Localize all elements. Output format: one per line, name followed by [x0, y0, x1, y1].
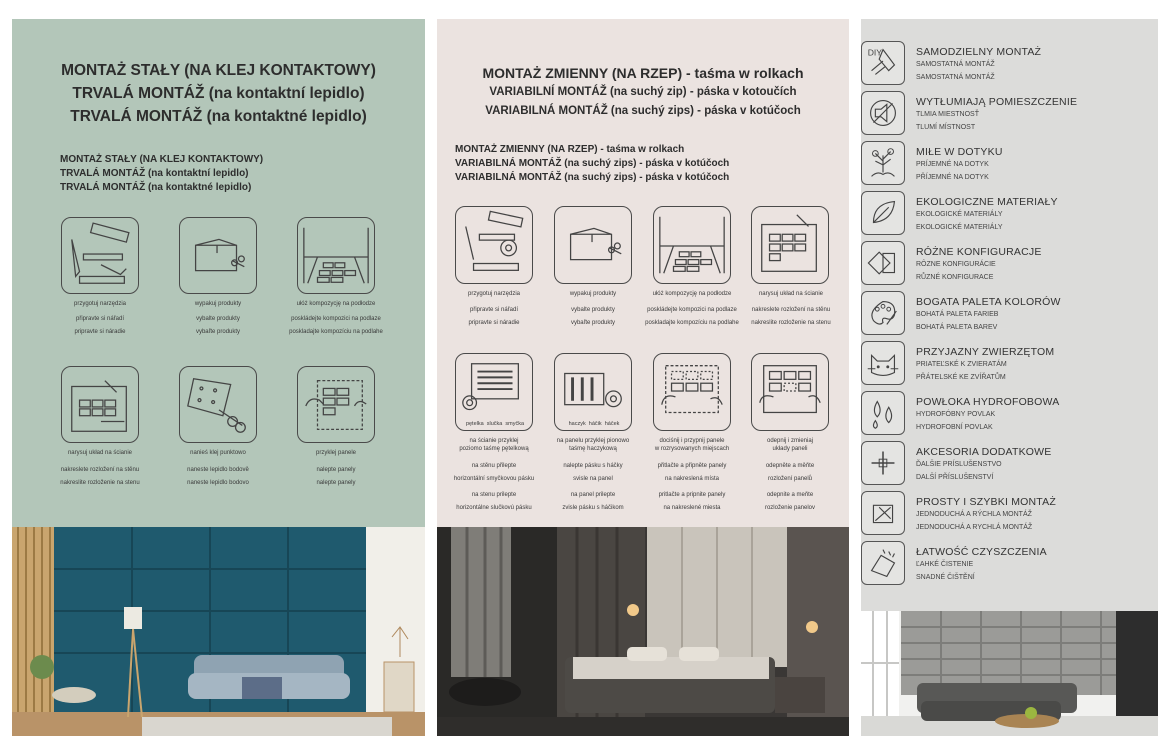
- subtitle-line: MONTAŻ ZMIENNY (NA RZEP) - taśma w rolkach: [455, 144, 685, 155]
- inner-word: háček: [604, 421, 620, 427]
- feature-item: [903, 441, 1153, 487]
- step-label: dociśnij i przypnij panele w rozrysowanych miejscach: [654, 438, 730, 452]
- wall-mark-icon: [61, 366, 139, 443]
- loop-tape-inner-label: [462, 420, 528, 428]
- feature-item: [903, 91, 1153, 137]
- step-label: przygotuj narzędzia: [467, 291, 521, 297]
- inner-word: slučka: [486, 421, 503, 427]
- step-label: wypakuj produkty: [569, 291, 617, 297]
- feature-item: [903, 291, 1153, 337]
- feature-line-cz: TLUMÍ MÍSTNOST: [916, 124, 976, 131]
- subtitle-line: TRVALÁ MONTÁŽ (na kontaktní lepidlo): [60, 168, 249, 179]
- feature-line-sk: SAMOSTATNÁ MONTÁŽ: [916, 61, 995, 68]
- feature-line-sk: PRÍJEMNÉ NA DOTYK: [916, 161, 989, 168]
- feature-line-cz: EKOLOGICKÉ MATERIÁLY: [916, 224, 1003, 231]
- step-label-cz: nalepte panely: [316, 467, 356, 473]
- feature-item: [903, 191, 1153, 237]
- variable-mount-title: [437, 64, 849, 121]
- title-line: TRVALÁ MONTÁŽ (na kontaktní lepidlo): [72, 85, 365, 102]
- feature-line-cz: RŮZNÉ KONFIGURACE: [916, 274, 994, 281]
- step-label-sk: nalepte panely: [316, 480, 356, 486]
- feature-title: PRZYJAZNY ZWIERZĘTOM: [916, 346, 1055, 358]
- step-label-sk: na panel prilepte zvisle pásku s háčikom: [562, 492, 624, 511]
- step-label: narysuj układ na ścianie: [758, 291, 824, 297]
- step-label: narysuj układ na ścianie: [67, 450, 133, 456]
- bedroom-photo: [437, 527, 849, 736]
- step-label-sk: vybaľte produkty: [570, 320, 616, 326]
- feature-item: [867, 41, 1153, 87]
- feature-item: [903, 341, 1153, 387]
- feature-title: WYTŁUMIAJĄ POMIESZCZENIE: [916, 96, 1078, 108]
- stick-panel-icon: [297, 366, 375, 443]
- feature-line-sk: ĽAHKÉ ČISTENIE: [916, 561, 974, 568]
- subtitle-line: MONTAŻ STAŁY (NA KLEJ KONTAKTOWY): [60, 154, 264, 165]
- step-label: na ścianie przyklej poziomo taśmę pętelkową: [459, 438, 529, 452]
- move-panel-icon: [751, 353, 829, 431]
- feature-title: AKCESORIA DODATKOWE: [916, 446, 1052, 458]
- feature-line-cz: HYDROFOBNÍ POVLAK: [916, 424, 993, 431]
- feature-title: ŁATWOŚĆ CZYSZCZENIA: [916, 546, 1047, 558]
- feature-title: RÓŻNE KONFIGURACJE: [916, 246, 1042, 258]
- feature-title: POWŁOKA HYDROFOBOWA: [916, 396, 1060, 408]
- fixed-mount-panel: [12, 19, 425, 736]
- step-label-cz: připravte si nářadí: [469, 307, 519, 313]
- feature-line-cz: JEDNODUCHÁ A RYCHLÁ MONTÁŽ: [916, 524, 1033, 531]
- feature-line-cz: PŘÁTELSKÉ KE ZVÍŘATŮM: [916, 374, 1006, 381]
- step-label-cz: nalepte pásku s háčky svisle na panel: [563, 463, 623, 482]
- step-label: ułóż kompozycję na podłodze: [652, 291, 732, 297]
- feature-title: BOGATA PALETA KOLORÓW: [916, 296, 1061, 308]
- title-line: VARIABILNÍ MONTÁŽ (na suchý zip) - páska v kotoučích: [489, 86, 797, 98]
- svg-text:DIY: DIY: [867, 47, 883, 58]
- grey-room-photo: [861, 611, 1158, 736]
- subtitle-line: VARIABILNÁ MONTÁŽ (na suchý zips) - páska v kotúčoch: [455, 172, 730, 183]
- feature-title: PROSTY I SZYBKI MONTAŻ: [916, 496, 1056, 508]
- feature-line-sk: RÔZNE KONFIGURÁCIE: [916, 261, 996, 268]
- step-label: przygotuj narzędzia: [73, 301, 127, 307]
- feature-item: [903, 141, 1153, 187]
- step-label-cz: poskládejte kompozici na podlaze: [291, 316, 381, 322]
- inner-word: háčik: [588, 421, 602, 427]
- feature-line-sk: EKOLOGICKÉ MATERIÁLY: [916, 211, 1003, 218]
- floor-layout-icon: [297, 217, 375, 294]
- feature-line-sk: HYDROFÓBNY POVLAK: [916, 411, 996, 418]
- step-label-sk: poskladajte kompozíciu na podlahe: [645, 320, 739, 326]
- step-label-sk: nakreslite rozloženie na stenu: [751, 320, 831, 326]
- glue-icon: [179, 366, 257, 443]
- quick-icon: [861, 491, 905, 535]
- subtitle-line: TRVALÁ MONTÁŽ (na kontaktné lepidlo): [60, 182, 252, 193]
- step-label-cz: připravte si nářadí: [75, 316, 125, 322]
- step-label-sk: nakreslite rozloženie na stenu: [60, 480, 140, 486]
- step-label-cz: nakreslete rozložení na stěnu: [751, 307, 831, 313]
- step-label: na panelu przyklej pionowo taśmę haczykową: [556, 438, 630, 452]
- hook-tape-inner-label: [561, 420, 627, 428]
- fixed-mount-title: [12, 59, 425, 128]
- inner-word: pętelka: [465, 421, 484, 427]
- feature-line-cz: BOHATÁ PALETA BAREV: [916, 324, 998, 331]
- living-room-photo: [12, 527, 425, 736]
- feature-item: [903, 541, 1153, 587]
- feature-title: SAMODZIELNY MONTAŻ: [916, 46, 1042, 58]
- subtitle-line: VARIABILNÁ MONTÁŽ (na suchý zips) - páska v kotúčoch: [455, 158, 730, 169]
- step-label-cz: odepněte a měňte rozložení panelů: [765, 463, 815, 482]
- step-label: wypakuj produkty: [194, 301, 242, 307]
- touch-tree-icon: [861, 141, 905, 185]
- hook-tape-icon: [554, 353, 632, 431]
- box-icon: [554, 206, 632, 284]
- press-panel-icon: [653, 353, 731, 431]
- step-label: ułóż kompozycję na podłodze: [296, 301, 376, 307]
- feature-line-sk: BOHATÁ PALETA FARIEB: [916, 311, 999, 318]
- step-label-sk: pripravte si náradie: [74, 329, 126, 335]
- feature-line-cz: SAMOSTATNÁ MONTÁŽ: [916, 74, 995, 81]
- step-label-cz: na stěnu přilepte horizontální smyčkovou pásku: [453, 463, 535, 482]
- cleaning-icon: [861, 541, 905, 585]
- loop-tape-icon: [455, 353, 533, 431]
- step-label-sk: na stenu prilepte horizontálne slučkovú pásku: [456, 492, 532, 511]
- leaf-icon: [861, 191, 905, 235]
- variable-mount-panel: [437, 19, 849, 736]
- step-label-cz: naneste lepidlo bodově: [187, 467, 249, 473]
- step-label-cz: přitlačte a připněte panely na nakreslená místa: [657, 463, 727, 482]
- title-line: MONTAŻ STAŁY (NA KLEJ KONTAKTOWY): [61, 62, 376, 79]
- title-line: VARIABILNÁ MONTÁŽ (na suchý zips) - páska v kotúčoch: [485, 105, 801, 117]
- wall-mark-icon: [751, 206, 829, 284]
- drops-icon: [861, 391, 905, 435]
- feature-line-cz: PŘÍJEMNÉ NA DOTYK: [916, 174, 989, 181]
- features-panel: [861, 19, 1158, 736]
- step-label: przyklej panele: [315, 450, 357, 456]
- step-label-cz: poskládejte kompozici na podlaze: [647, 307, 737, 313]
- step-label-sk: poskladajte kompozíciu na podlahe: [289, 329, 383, 335]
- feature-title: EKOLOGICZNE MATERIAŁY: [916, 196, 1058, 208]
- box-icon: [179, 217, 257, 294]
- feature-line-sk: JEDNODUCHÁ A RÝCHLA MONTÁŽ: [916, 511, 1032, 518]
- plus-icon: [861, 441, 905, 485]
- feature-line-sk: PRIATEĽSKÉ K ZVIERATÁM: [916, 361, 1007, 368]
- fixed-mount-subtitle: [60, 153, 263, 195]
- step-label-sk: odepnite a meňte rozloženie panelov: [764, 492, 816, 511]
- feature-title: MIŁE W DOTYKU: [916, 146, 1003, 158]
- feature-item: [903, 241, 1153, 287]
- title-line: TRVALÁ MONTÁŽ (na kontaktné lepidlo): [70, 108, 367, 125]
- step-label-sk: pritlačte a pripnite panely na nakreslené miesta: [658, 492, 726, 511]
- mute-icon: [861, 91, 905, 135]
- feature-item: [903, 391, 1153, 437]
- floor-layout-icon: [653, 206, 731, 284]
- title-line: MONTAŻ ZMIENNY (NA RZEP) - taśma w rolkach: [482, 65, 804, 81]
- feature-line-sk: TLMIA MIESTNOSŤ: [916, 111, 980, 118]
- tools-icon: [61, 217, 139, 294]
- feature-line-sk: ĎALŠIE PRÍSLUŠENSTVO: [916, 461, 1002, 468]
- step-label-cz: vybalte produkty: [571, 307, 615, 313]
- step-label-cz: vybalte produkty: [196, 316, 240, 322]
- diy-icon: [861, 41, 905, 85]
- feature-item: [903, 491, 1153, 537]
- cat-icon: [861, 341, 905, 385]
- feature-line-cz: DALŠÍ PŘÍSLUŠENSTVÍ: [916, 474, 994, 481]
- inner-word: smyčka: [505, 421, 525, 427]
- step-label-cz: nakreslete rozložení na stěnu: [60, 467, 140, 473]
- step-label: nanieś klej punktowo: [190, 450, 246, 456]
- palette-icon: [861, 291, 905, 335]
- step-label: odepnij i zmieniaj układy paneli: [766, 438, 814, 452]
- shapes-icon: [861, 241, 905, 285]
- feature-line-cz: SNADNÉ ČIŠTĚNÍ: [916, 574, 975, 581]
- step-label-sk: vybaľte produkty: [195, 329, 241, 335]
- step-label-sk: pripravte si náradie: [468, 320, 520, 326]
- inner-word: haczyk: [568, 421, 586, 427]
- step-label-sk: naneste lepidlo bodovo: [187, 480, 249, 486]
- tools-icon: [455, 206, 533, 284]
- variable-mount-subtitle: [455, 143, 729, 185]
